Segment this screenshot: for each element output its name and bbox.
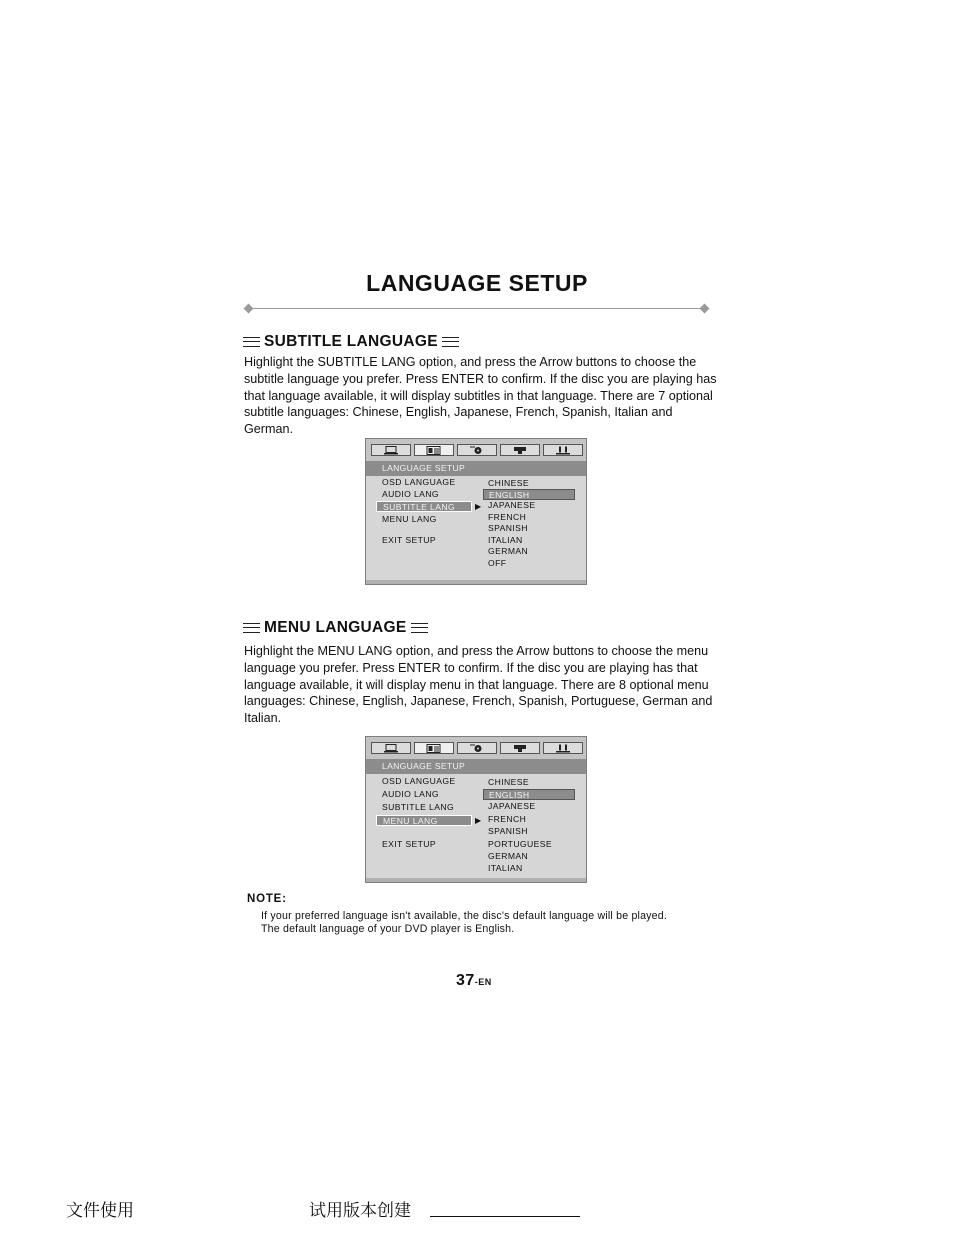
osd-item-menu-lang[interactable]: MENU LANG — [376, 815, 472, 826]
osd-item-subtitle-lang[interactable]: SUBTITLE LANG — [376, 501, 472, 512]
osd-option[interactable]: ITALIAN — [488, 535, 523, 545]
paragraph-line: language you prefer. Press ENTER to confirm. If the disc you are playing has that — [244, 660, 698, 675]
osd-item-exit-setup[interactable]: EXIT SETUP — [382, 535, 436, 545]
watermark-underline — [430, 1216, 580, 1217]
paragraph-line: language available, it will display menu in that language. There are 8 optional menu — [244, 677, 709, 692]
preference-icon — [543, 742, 583, 754]
heading-bars-icon — [442, 337, 459, 348]
heading-bars-icon — [243, 337, 260, 348]
menu-language-heading — [243, 619, 428, 637]
osd-option[interactable]: CHINESE — [488, 777, 530, 787]
osd-option[interactable]: SPANISH — [488, 826, 528, 836]
arrow-right-icon: ▶ — [475, 816, 482, 825]
language-icon — [414, 444, 454, 456]
osd-option[interactable]: JAPANESE — [488, 500, 536, 510]
osd-option-selected[interactable]: ENGLISH — [483, 489, 575, 500]
osd-option[interactable]: GERMAN — [488, 851, 529, 861]
osd-option[interactable]: OFF — [488, 558, 507, 568]
language-icon — [414, 742, 454, 754]
watermark-left: 文件使用 — [66, 1201, 134, 1221]
subtitle-language-paragraph — [244, 354, 719, 438]
page-number-suffix: -EN — [474, 977, 492, 987]
paragraph-line: Highlight the SUBTITLE LANG option, and press the Arrow buttons to choose the — [244, 355, 697, 369]
page-number-value: 37 — [456, 972, 475, 989]
osd-option[interactable]: FRENCH — [488, 512, 527, 522]
osd-bottom-bar — [366, 580, 586, 584]
audio-disc-icon — [457, 444, 497, 456]
paragraph-line: that language available, it will display subtitles in that language. There are 7 optional — [244, 388, 713, 403]
page-title: LANGUAGE SETUP — [366, 270, 588, 296]
paragraph-line: subtitle language you prefer. Press ENTER to confirm. If the disc you are playing has — [244, 371, 717, 386]
osd-option-selected[interactable]: ENGLISH — [483, 789, 575, 800]
monitor-icon — [371, 444, 411, 456]
title-divider — [248, 308, 706, 309]
osd-option[interactable]: SPANISH — [488, 523, 528, 533]
osd-option[interactable]: ITALIAN — [488, 863, 523, 873]
osd-option[interactable]: FRENCH — [488, 814, 527, 824]
osd-item-osd-language[interactable]: OSD LANGUAGE — [382, 776, 456, 786]
note-line: The default language of your DVD player is English. — [261, 923, 515, 935]
monitor-icon — [371, 742, 411, 754]
audio-disc-icon — [457, 742, 497, 754]
menu-language-paragraph — [244, 643, 719, 727]
divider-diamond-left — [244, 304, 254, 314]
osd-header: LANGUAGE SETUP — [366, 759, 586, 774]
subtitle-language-heading — [243, 333, 459, 351]
osd-item-osd-language[interactable]: OSD LANGUAGE — [382, 477, 456, 487]
osd-option[interactable]: JAPANESE — [488, 801, 536, 811]
menu-language-heading-text: MENU LANGUAGE — [264, 619, 407, 636]
paragraph-line: Italian. — [244, 711, 282, 726]
arrow-right-icon: ▶ — [475, 502, 482, 511]
heading-bars-icon — [243, 623, 260, 634]
heading-bars-icon — [411, 623, 428, 634]
subtitle-osd-screen — [365, 438, 587, 585]
osd-icon-bar — [366, 737, 586, 760]
paragraph-line: subtitle languages: Chinese, English, Japanese, French, Spanish, Italian and — [244, 405, 673, 420]
osd-header: LANGUAGE SETUP — [366, 461, 586, 476]
osd-item-subtitle-lang[interactable]: SUBTITLE LANG — [382, 802, 455, 812]
osd-item-exit-setup[interactable]: EXIT SETUP — [382, 839, 436, 849]
menu-osd-screen — [365, 736, 587, 883]
divider-diamond-right — [700, 304, 710, 314]
osd-icon-bar — [366, 439, 586, 462]
note-line: If your preferred language isn't available, the disc's default language will be played. — [261, 910, 668, 922]
osd-item-menu-lang[interactable]: MENU LANG — [382, 514, 437, 524]
paragraph-line: German. — [244, 422, 293, 437]
page-number — [456, 972, 492, 990]
osd-option[interactable]: PORTUGUESE — [488, 839, 553, 849]
watermark-right: 试用版本创建 — [309, 1201, 411, 1221]
note-label: NOTE: — [247, 893, 287, 905]
subtitle-language-heading-text: SUBTITLE LANGUAGE — [264, 333, 438, 350]
osd-option[interactable]: GERMAN — [488, 546, 529, 556]
osd-item-audio-lang[interactable]: AUDIO LANG — [382, 789, 440, 799]
paragraph-line: Highlight the MENU LANG option, and press the Arrow buttons to choose the menu — [244, 644, 709, 658]
osd-bottom-bar — [366, 878, 586, 882]
osd-item-audio-lang[interactable]: AUDIO LANG — [382, 489, 440, 499]
osd-option[interactable]: CHINESE — [488, 478, 530, 488]
video-icon — [500, 444, 540, 456]
video-icon — [500, 742, 540, 754]
paragraph-line: languages: Chinese, English, Japanese, French, Spanish, Portuguese, German and — [244, 694, 713, 709]
preference-icon — [543, 444, 583, 456]
